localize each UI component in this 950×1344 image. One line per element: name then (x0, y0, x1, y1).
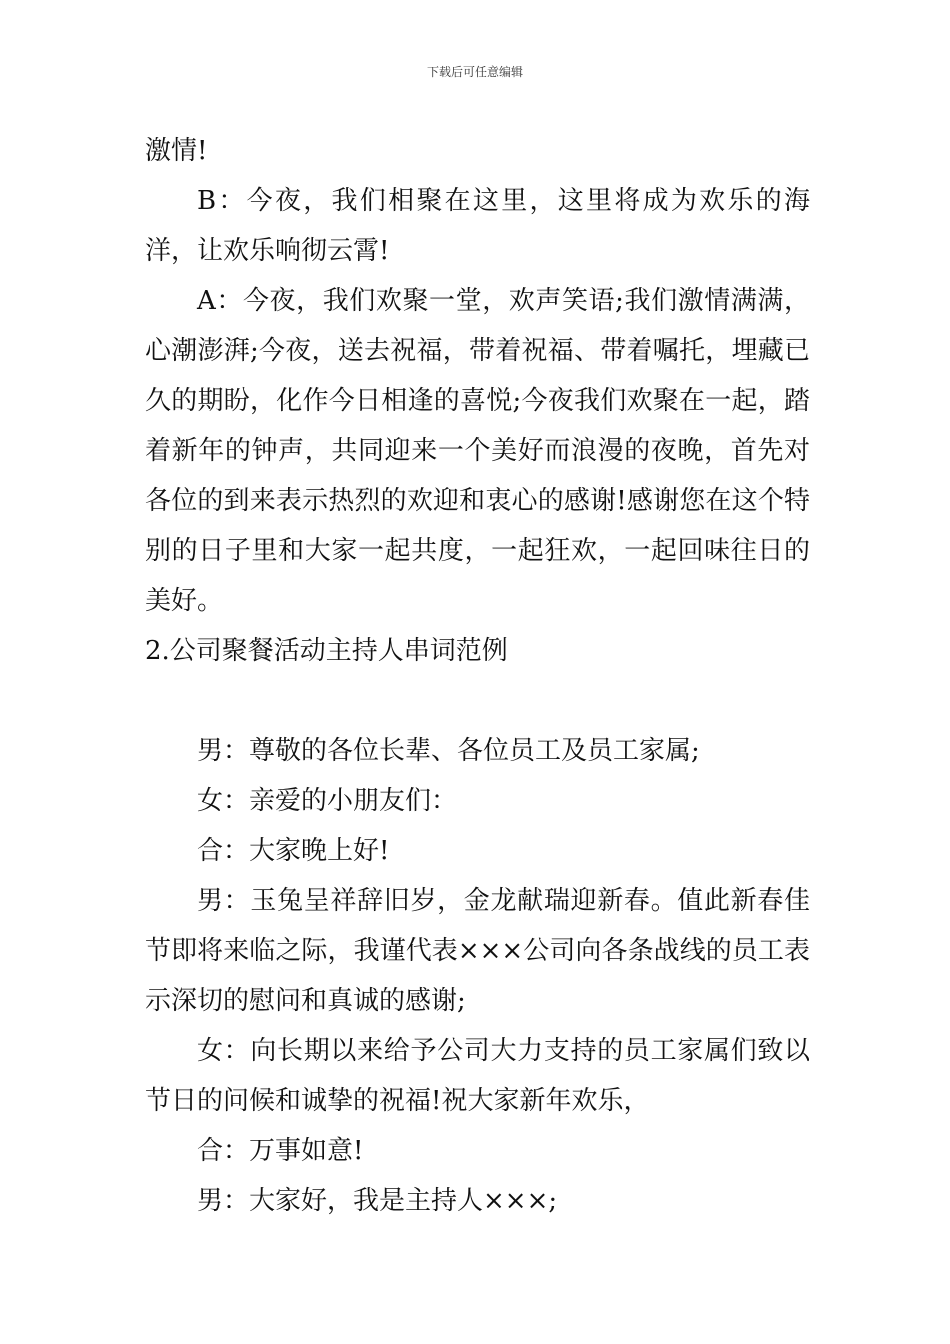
paragraph-a-line: A：今夜，我们欢聚一堂，欢声笑语;我们激情满满，心潮澎湃;今夜，送去祝福，带着祝福、带着嘱托，埋藏已久的期盼，化作今日相逢的喜悦;今夜我们欢聚在一起，踏着新年的钟声，共同迎来一个美好而浪漫的夜晚，首先对各位的到来表示热烈的欢迎和衷心的感谢!感谢您在这个特别的日子里和大家一起共度，一起狂欢，一起回味往日的美好。 (145, 286, 810, 616)
paragraph-together-greeting: 合：大家晚上好! (197, 836, 390, 866)
paragraph-female-greeting: 女：亲爱的小朋友们： (197, 786, 458, 816)
page-header: 下载后可任意编辑 (426, 65, 523, 79)
blank-line (145, 676, 810, 726)
paragraph-b-line: B：今夜，我们相聚在这里，这里将成为欢乐的海洋，让欢乐响彻云霄! (145, 186, 810, 266)
paragraph-female-speech: 女：向长期以来给予公司大力支持的员工家属们致以节日的问候和诚挚的祝福!祝大家新年欢乐， (145, 1036, 810, 1116)
paragraph-male-intro: 男：大家好，我是主持人×××; (197, 1186, 558, 1216)
paragraph-male-speech: 男：玉兔呈祥辞旧岁，金龙献瑞迎新春。值此新春佳节即将来临之际，我谨代表×××公司向各条战线的员工表示深切的慰问和真诚的感谢; (145, 886, 810, 1016)
section-heading: 2.公司聚餐活动主持人串词范例 (145, 636, 508, 666)
document-body (145, 126, 810, 1226)
paragraph-continuation: 激情! (145, 136, 208, 166)
paragraph-together-wish: 合：万事如意! (197, 1136, 364, 1166)
paragraph-male-greeting: 男：尊敬的各位长辈、各位员工及员工家属; (197, 736, 700, 766)
